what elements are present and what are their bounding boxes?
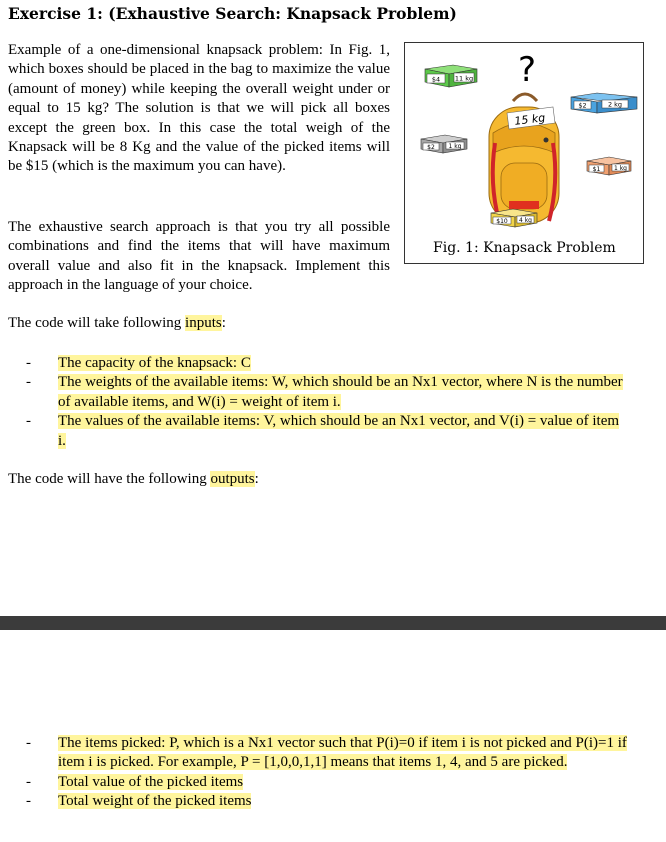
document-page-bottom	[0, 630, 666, 842]
knapsack-bag	[489, 94, 559, 223]
list-dash: -	[26, 374, 31, 391]
outputs-intro-text: The code will have the following	[8, 471, 211, 487]
list-dash: -	[26, 793, 31, 810]
inputs-intro-colon: :	[221, 315, 226, 331]
blue-box-weight: 2 kg	[607, 100, 623, 109]
list-dash: -	[26, 413, 31, 430]
knapsack-figure	[404, 42, 644, 264]
input-weights: The weights of the available items: W, which should be an Nx1 vector, where N is the number of available items, and W(i) = weight of item i.	[58, 374, 623, 410]
list-item	[8, 792, 628, 811]
list-item	[8, 773, 628, 792]
input-capacity: The capacity of the knapsack: C	[58, 355, 251, 371]
list-dash: -	[26, 355, 31, 371]
intro-paragraph: Example of a one-dimensional knapsack problem: In Fig. 1, which boxes should be placed in the bag to maximize the value (amount of money) while keeping the overall weight under or equal to 15 kg? The solution is that we will pick all boxes except the green box. In this case the total weigh of the Knapsack will be 8 Kg and the value of the picked items will be $15 (which is the maximum you can have).	[8, 42, 390, 175]
blue-box	[571, 93, 637, 113]
output-total-value: Total value of the picked items	[58, 773, 244, 790]
outputs-intro-colon: :	[254, 471, 259, 487]
figure-caption: Fig. 1: Knapsack Problem	[433, 240, 616, 256]
outputs-keyword: outputs	[210, 471, 255, 487]
input-values: The values of the available items: V, which should be an Nx1 vector, and V(i) = value of item i.	[58, 413, 620, 449]
blue-box-price: $2	[578, 101, 587, 110]
bag-capacity-label: 15 kg	[513, 111, 546, 128]
approach-paragraph: The exhaustive search approach is that you try all possible combinations and find the items that will have maximum overall value and also fit in the knapsack. Implement this approach in the language of your choice.	[8, 219, 390, 294]
list-item	[8, 412, 628, 451]
gray-box-weight: 1 kg	[448, 143, 462, 150]
outputs-list	[8, 734, 628, 812]
exercise-title: Exercise 1: (Exhaustive Search: Knapsack Problem)	[8, 4, 457, 23]
green-box-weight: 11 kg	[454, 74, 474, 83]
list-item	[8, 354, 628, 373]
outputs-intro	[8, 471, 259, 488]
output-total-weight: Total weight of the picked items	[58, 793, 252, 810]
question-mark: ?	[517, 50, 537, 90]
list-dash: -	[26, 773, 31, 790]
list-item	[8, 734, 628, 773]
gray-box	[421, 135, 467, 153]
knapsack-illustration	[405, 43, 643, 238]
page-divider	[0, 616, 666, 630]
inputs-intro	[8, 315, 226, 332]
green-box-price: $4	[431, 75, 441, 84]
list-dash: -	[26, 735, 31, 751]
list-item	[8, 373, 628, 412]
orange-box-weight: 1 kg	[613, 165, 628, 172]
orange-box-price: $1	[592, 166, 601, 173]
inputs-intro-text: The code will take following	[8, 315, 186, 331]
yellow-box-price: $10	[496, 218, 508, 225]
yellow-box	[491, 209, 537, 227]
green-box	[425, 65, 477, 87]
gray-box-price: $2	[427, 144, 435, 151]
inputs-keyword: inputs	[185, 315, 222, 331]
output-items-picked: The items picked: P, which is a Nx1 vector such that P(i)=0 if item i is not picked and P(i)=1 if item i is picked. For example, P = [1,0,0,1,1] means that items 1, 4, and 5 are picked.	[58, 735, 627, 771]
inputs-list	[8, 354, 628, 451]
yellow-box-weight: 4 kg	[518, 217, 533, 224]
orange-box	[587, 157, 631, 175]
